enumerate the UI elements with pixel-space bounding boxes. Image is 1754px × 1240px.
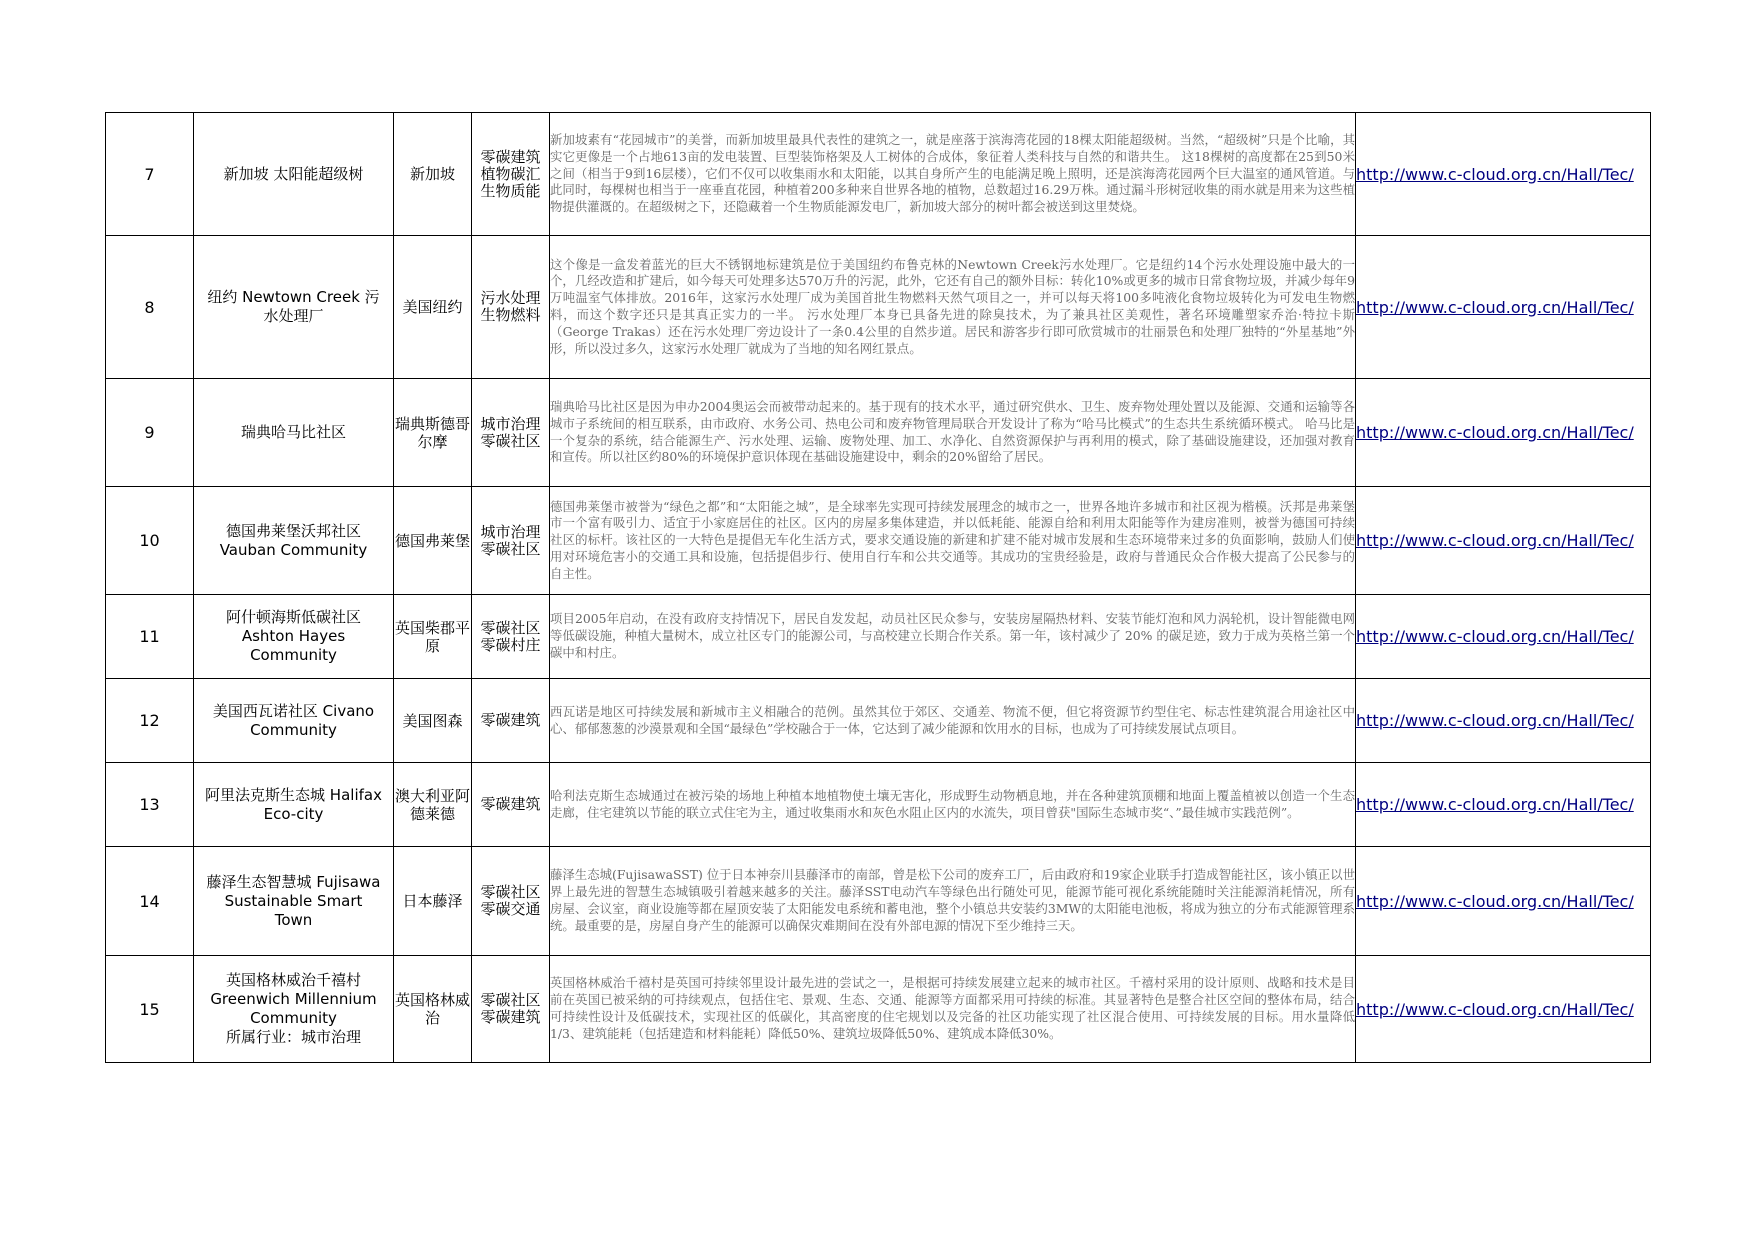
description-text: 藤泽生态城(FujisawaSST) 位于日本神奈川县藤泽市的南部，曾是松下公司的废弃工厂，后由政府和19家企业联手打造成智能社区，该小镇正以世界上最先进的智慧生态城镇吸引着越来越多的关注。藤泽SST电动汽车等绿色出行随处可见，能源节能可视化系统能随时关注能源消耗情况，所有房屋、会议室，商业设施等都在屋顶安装了太阳能发电系统和蓄电池，整个小镇总共安装约3MW的太阳能电池板，将成为独立的分布式能源管理系统。最重要的是，房屋自身产生的能源可以确保灾难期间在没有外部电源的情况下至少维持三天。 <box>550 867 1355 933</box>
case-name-line: Greenwich Millennium <box>210 990 377 1008</box>
case-name <box>194 379 394 487</box>
case-link-cell <box>1356 487 1651 595</box>
case-description <box>550 956 1356 1063</box>
case-category <box>472 956 550 1063</box>
case-link-cell <box>1356 113 1651 236</box>
category-line: 城市治理 <box>480 522 541 541</box>
description-text: 哈利法克斯生态城通过在被污染的场地上种植本地植物使土壤无害化，形成野生动物栖息地，并在各种建筑顶棚和地面上覆盖植被以创造一个生态走廊，住宅建筑以节能的联立式住宅为主，通过收集雨水和灰色水阻止区内的水流失，项目曾获"国际生态城市奖“、”最佳城市实践范例”。 <box>550 787 1355 820</box>
case-link[interactable]: http://www.c-cloud.org.cn/Hall/Tec/ <box>1356 297 1634 317</box>
case-link-cell <box>1356 956 1651 1063</box>
case-name-line: 英国格林威治千禧村 <box>225 971 361 989</box>
row-number: 12 <box>106 679 194 763</box>
case-table <box>105 112 1651 1063</box>
case-name <box>194 679 394 763</box>
table-row <box>106 763 1651 847</box>
case-location: 美国图森 <box>394 679 472 763</box>
description-text: 西瓦诺是地区可持续发展和新城市主义相融合的范例。虽然其位于郊区、交通差、物流不便，但它将资源节约型住宅、标志性建筑混合用途社区中心、郁郁葱葱的沙漠景观和全国“最绿色”学校融合于一体，它达到了减少能源和饮用水的目标，也成为了可持续发展试点项目。 <box>550 703 1355 736</box>
case-name-line: 新加坡 太阳能超级树 <box>223 164 364 183</box>
case-name-line: Vauban Community <box>219 540 368 559</box>
row-number: 15 <box>106 956 194 1063</box>
case-link[interactable]: http://www.c-cloud.org.cn/Hall/Tec/ <box>1356 999 1634 1019</box>
case-link[interactable]: http://www.c-cloud.org.cn/Hall/Tec/ <box>1356 711 1634 730</box>
category-line: 零碳建筑 <box>480 1008 541 1026</box>
category-line: 零碳交通 <box>480 900 541 918</box>
table-row <box>106 679 1651 763</box>
case-name <box>194 113 394 236</box>
case-name <box>194 763 394 847</box>
case-name-line: 纽约 Newtown Creek 污 <box>207 288 380 306</box>
case-link-cell <box>1356 847 1651 956</box>
row-number: 14 <box>106 847 194 956</box>
case-name <box>194 236 394 379</box>
case-link[interactable]: http://www.c-cloud.org.cn/Hall/Tec/ <box>1356 891 1634 911</box>
case-name-line: Community <box>250 646 337 664</box>
case-description <box>550 595 1356 679</box>
case-description <box>550 379 1356 487</box>
table-row <box>106 956 1651 1063</box>
case-description <box>550 487 1356 595</box>
case-name-line: Sustainable Smart <box>224 891 363 910</box>
case-category <box>472 113 550 236</box>
case-name-line: 阿什顿海斯低碳社区 <box>225 608 361 626</box>
case-link-cell <box>1356 236 1651 379</box>
case-link-cell <box>1356 679 1651 763</box>
case-name <box>194 847 394 956</box>
table-row <box>106 847 1651 956</box>
category-line: 零碳社区 <box>480 991 541 1009</box>
row-number: 11 <box>106 595 194 679</box>
case-link[interactable]: http://www.c-cloud.org.cn/Hall/Tec/ <box>1356 164 1634 184</box>
case-description <box>550 236 1356 379</box>
category-line: 零碳社区 <box>480 618 541 637</box>
table-row <box>106 595 1651 679</box>
description-text: 这个像是一盒发着蓝光的巨大不锈钢地标建筑是位于美国纽约布鲁克林的Newtown Creek污水处理厂。它是纽约14个污水处理设施中最大的一个，几经改造和扩建后，如今每天可处理多达570万升的污泥，此外，它还有自己的额外目标：转化10%或更多的城市日常食物垃圾，并减少每年9万吨温室气体排放。2016年，这家污水处理厂成为美国首批生物燃料天然气项目之一，并可以每天将100多吨液化食物垃圾转化为可发电生物燃料，而这个数字还只是其真正实力的一半。 污水处理厂本身已具备先进的除臭技术，为了兼具社区美观性，著名环境雕塑家乔治·特拉卡斯（George Trakas）还在污水处理厂旁边设计了一条0.4公里的自然步道。居民和游客步行即可欣赏城市的壮丽景色和处理厂独特的“外星基地”外形，所以没过多久，这家污水处理厂就成为了当地的知名网红景点。 <box>550 256 1355 356</box>
case-name-line: 阿里法克斯生态城 Halifax <box>205 785 382 804</box>
category-line: 零碳村庄 <box>480 635 541 654</box>
case-name-line: 所属行业：城市治理 <box>225 1028 361 1046</box>
case-description <box>550 763 1356 847</box>
description-text: 新加坡素有“花园城市”的美誉，而新加坡里最具代表性的建筑之一，就是座落于滨海湾花园的18棵太阳能超级树。当然，“超级树”只是个比喻，其实它更像是一个占地613亩的发电装置、巨型装饰格架及人工树体的合成体，象征着人类科技与自然的和谐共生。 这18棵树的高度都在25到50米之间（相当于9到16层楼），它们不仅可以收集雨水和太阳能，以其自身所产生的电能满足晚上照明，还是滨海湾花园两个巨大温室的通风管道。与此同时，每棵树也相当于一座垂直花园，种植着200多种来自世界各地的植物，总数超过16.29万株。通过漏斗形树冠收集的雨水就是用来为这些植物提供灌溉的。在超级树之下，还隐藏着一个生物质能源发电厂，新加坡大部分的树叶都会被送到这里焚烧。 <box>550 132 1355 215</box>
category-line: 生物燃料 <box>480 306 541 324</box>
case-name <box>194 487 394 595</box>
case-link[interactable]: http://www.c-cloud.org.cn/Hall/Tec/ <box>1356 795 1634 814</box>
case-location: 澳大利亚阿德莱德 <box>394 763 472 847</box>
description-text: 项目2005年启动，在没有政府支持情况下，居民自发发起，动员社区民众参与，安装房屋隔热材料、安装节能灯泡和风力涡轮机，设计智能微电网等低碳设施，种植大量树木，成立社区专门的能源公司，与高校建立长期合作关系。第一年，该村减少了 20% 的碳足迹，致力于成为英格兰第一个碳中和村庄。 <box>550 611 1355 660</box>
case-name-line: 水处理厂 <box>263 307 324 325</box>
category-line: 污水处理 <box>480 289 541 307</box>
case-description <box>550 113 1356 236</box>
table-row <box>106 379 1651 487</box>
case-category <box>472 379 550 487</box>
case-name-line: Community <box>250 1009 337 1027</box>
case-category <box>472 236 550 379</box>
category-line: 零碳社区 <box>480 539 541 558</box>
case-link-cell <box>1356 595 1651 679</box>
case-location: 英国柴郡平原 <box>394 595 472 679</box>
table-row <box>106 113 1651 236</box>
case-name-line: 瑞典哈马比社区 <box>240 423 346 441</box>
case-location: 英国格林威治 <box>394 956 472 1063</box>
case-description <box>550 847 1356 956</box>
case-link-cell <box>1356 379 1651 487</box>
category-line: 零碳建筑 <box>480 795 541 813</box>
case-category <box>472 595 550 679</box>
row-number: 10 <box>106 487 194 595</box>
description-text: 瑞典哈马比社区是因为申办2004奥运会而被带动起来的。基于现有的技术水平，通过研究供水、卫生、废弃物处理处置以及能源、交通和运输等各城市子系统间的相互联系，由市政府、水务公司、热电公司和废弃物管理局联合开发设计了称为“哈马比模式”的生态共生系统循环模式。 哈马比是一个复杂的系统，结合能源生产、污水处理、运输、废物处理、加工、水净化、自然资源保护与再利用的模式，除了基础设施建设，还加强对教育和宣传。所以社区约80%的环境保护意识体现在基础设施建设中，剩余的20%留给了居民。 <box>550 398 1355 465</box>
case-description <box>550 679 1356 763</box>
case-link-cell <box>1356 763 1651 847</box>
case-location: 日本藤泽 <box>394 847 472 956</box>
case-location: 瑞典斯德哥尔摩 <box>394 379 472 487</box>
case-category <box>472 847 550 956</box>
case-category <box>472 679 550 763</box>
category-line: 城市治理 <box>480 414 541 433</box>
category-line: 零碳社区 <box>480 431 541 450</box>
case-name-line: 美国西瓦诺社区 Civano <box>212 701 375 720</box>
description-text: 英国格林威治千禧村是英国可持续邻里设计最先进的尝试之一，是根据可持续发展建立起来的城市社区。千禧村采用的设计原则、战略和技术是目前在英国已被采纳的可持续观点，包括住宅、景观、生态、交通、能源等方面都采用可持续的标准。其显著特色是整合社区空间的整体布局，结合可持续性设计及低碳技术，实现社区的低碳化，其高密度的住宅规划以及完备的社区功能实现了社区混合使用、可持续发展的目标。用水量降低1/3、建筑能耗（包括建造和材料能耗）降低50%、建筑垃圾降低50%、建筑成本降低30%。 <box>550 975 1355 1041</box>
table-row <box>106 487 1651 595</box>
case-category <box>472 763 550 847</box>
case-name-line: 德国弗莱堡沃邦社区 <box>225 521 361 540</box>
case-category <box>472 487 550 595</box>
case-location: 新加坡 <box>394 113 472 236</box>
case-name-line: 藤泽生态智慧城 Fujisawa <box>206 872 381 891</box>
case-name-line: Ashton Hayes <box>241 627 346 645</box>
case-name <box>194 595 394 679</box>
row-number: 8 <box>106 236 194 379</box>
row-number: 9 <box>106 379 194 487</box>
category-line: 零碳建筑 <box>480 711 541 729</box>
description-text: 德国弗莱堡市被誉为“绿色之都”和“太阳能之城”，是全球率先实现可持续发展理念的城市之一，世界各地许多城市和社区视为楷模。沃邦是弗莱堡市一个富有吸引力、适宜于小家庭居住的社区。区内的房屋多集体建造，并以低耗能、能源自给和利用太阳能等作为建房准则，被誉为德国可持续社区的标杆。该社区的一大特色是提倡无车化生活方式，要求交通设施的新建和扩建不能对城市发展和生态环境带来过多的负面影响，鼓励人们使用对环境危害小的交通工具和设施，包括提倡步行、使用自行车和公共交通等。其成功的宝贵经验是，政府与普通民众合作极大提高了公民参与的自主性。 <box>550 498 1355 581</box>
row-number: 13 <box>106 763 194 847</box>
category-line: 植物碳汇 <box>480 164 541 183</box>
category-line: 零碳建筑 <box>480 147 541 166</box>
case-link[interactable]: http://www.c-cloud.org.cn/Hall/Tec/ <box>1356 627 1634 646</box>
case-name-line: Town <box>274 910 313 929</box>
category-line: 零碳社区 <box>480 883 541 901</box>
table-row <box>106 236 1651 379</box>
case-link[interactable]: http://www.c-cloud.org.cn/Hall/Tec/ <box>1356 423 1634 442</box>
case-name-line: Eco-city <box>263 804 324 823</box>
case-name-line: Community <box>250 720 337 739</box>
row-number: 7 <box>106 113 194 236</box>
case-link[interactable]: http://www.c-cloud.org.cn/Hall/Tec/ <box>1356 531 1634 550</box>
case-name <box>194 956 394 1063</box>
case-location: 美国纽约 <box>394 236 472 379</box>
category-line: 生物质能 <box>480 181 541 200</box>
case-location: 德国弗莱堡 <box>394 487 472 595</box>
